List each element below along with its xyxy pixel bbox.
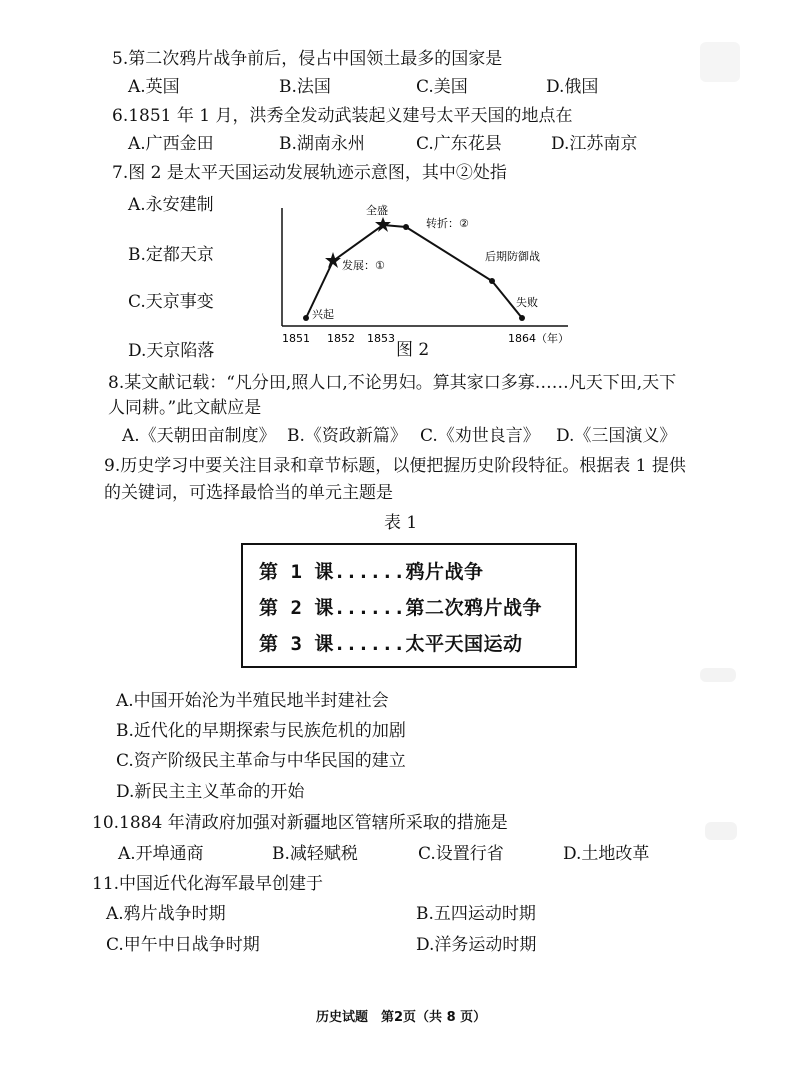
scan-smudge xyxy=(700,42,740,82)
lesson-table xyxy=(241,543,577,668)
q10-option-d: D.土地改革 xyxy=(563,844,650,864)
trajectory-line xyxy=(306,225,522,318)
q9-option-b: B.近代化的早期探索与民族危机的加剧 xyxy=(116,721,406,741)
q11-option-d: D.洋务运动时期 xyxy=(416,935,537,955)
table-title: 表 1 xyxy=(384,513,418,533)
table-row-lesson-2: 第 2 课......第二次鸦片战争 xyxy=(259,597,542,619)
q10-option-c: C.设置行省 xyxy=(418,844,504,864)
q11-option-a: A.鸦片战争时期 xyxy=(106,904,226,924)
q9-stem-line2: 的关键词，可选择最恰当的单元主题是 xyxy=(104,483,393,503)
scan-smudge xyxy=(705,822,737,840)
taiping-trajectory-chart xyxy=(268,200,588,350)
scan-smudge xyxy=(700,668,736,682)
table-row-lesson-3: 第 3 课......太平天国运动 xyxy=(259,633,523,655)
label-turn: 转折：② xyxy=(426,217,469,230)
q8-option-b: B.《资政新篇》 xyxy=(287,426,407,446)
q6-stem: 6.1851 年 1 月，洪秀全发动武装起义建号太平天国的地点在 xyxy=(112,106,573,126)
q6-option-c: C.广东花县 xyxy=(416,134,502,154)
q10-stem: 10.1884 年清政府加强对新疆地区管辖所采取的措施是 xyxy=(92,813,508,833)
q6-option-a: A.广西金田 xyxy=(128,134,214,154)
q8-option-c: C.《劝世良言》 xyxy=(420,426,540,446)
figure-caption: 图 2 xyxy=(396,340,430,360)
q9-option-a: A.中国开始沦为半殖民地半封建社会 xyxy=(116,691,389,711)
q8-option-d: D.《三国演义》 xyxy=(556,426,677,446)
q9-option-d: D.新民主主义革命的开始 xyxy=(116,782,305,802)
label-peak: 全盛 xyxy=(366,204,388,217)
q6-option-b: B.湖南永州 xyxy=(279,134,365,154)
q8-option-a: A.《天朝田亩制度》 xyxy=(122,426,276,446)
q5-option-b: B.法国 xyxy=(279,77,331,97)
q11-option-c: C.甲午中日战争时期 xyxy=(106,935,260,955)
q5-option-a: A.英国 xyxy=(128,77,180,97)
q5-option-c: C.美国 xyxy=(416,77,468,97)
q7-option-a: A.永安建制 xyxy=(128,195,214,215)
x-tick-1851: 1851 xyxy=(282,332,310,345)
point-rise xyxy=(303,315,309,321)
point-turn xyxy=(403,224,409,230)
point-develop-star xyxy=(325,252,341,268)
q9-option-c: C.资产阶级民主革命与中华民国的建立 xyxy=(116,751,406,771)
q5-stem: 5.第二次鸦片战争前后，侵占中国领土最多的国家是 xyxy=(112,49,503,69)
label-develop: 发展：① xyxy=(342,259,385,272)
label-rise: 兴起 xyxy=(312,308,334,321)
q7-option-b: B.定都天京 xyxy=(128,245,214,265)
label-late-defense: 后期防御战 xyxy=(485,250,540,263)
table-row-lesson-1: 第 1 课......鸦片战争 xyxy=(259,561,484,583)
point-fail xyxy=(519,315,525,321)
label-fail: 失败 xyxy=(516,296,538,309)
q8-stem-line1: 8.某文献记载：“凡分田,照人口,不论男妇。算其家口多寡……凡天下田,天下 xyxy=(108,373,677,393)
q10-option-b: B.减轻赋税 xyxy=(272,844,358,864)
q8-stem-line2: 人同耕。”此文献应是 xyxy=(108,398,262,418)
q7-stem: 7.图 2 是太平天国运动发展轨迹示意图，其中②处指 xyxy=(112,163,507,183)
q9-stem-line1: 9.历史学习中要关注目录和章节标题，以便把握历史阶段特征。根据表 1 提供 xyxy=(104,456,686,476)
x-tick-1864: 1864（年） xyxy=(508,332,569,345)
q11-option-b: B.五四运动时期 xyxy=(416,904,536,924)
q5-option-d: D.俄国 xyxy=(546,77,599,97)
q6-option-d: D.江苏南京 xyxy=(551,134,638,154)
q7-option-d: D.天京陷落 xyxy=(128,341,215,361)
point-late-defense xyxy=(489,278,495,284)
q11-stem: 11.中国近代化海军最早创建于 xyxy=(92,874,324,894)
q10-option-a: A.开埠通商 xyxy=(118,844,204,864)
x-tick-1853: 1853 xyxy=(367,332,395,345)
q7-option-c: C.天京事变 xyxy=(128,292,214,312)
page-footer: 历史试题 第2页（共 8 页） xyxy=(316,1010,487,1025)
x-tick-1852: 1852 xyxy=(327,332,355,345)
